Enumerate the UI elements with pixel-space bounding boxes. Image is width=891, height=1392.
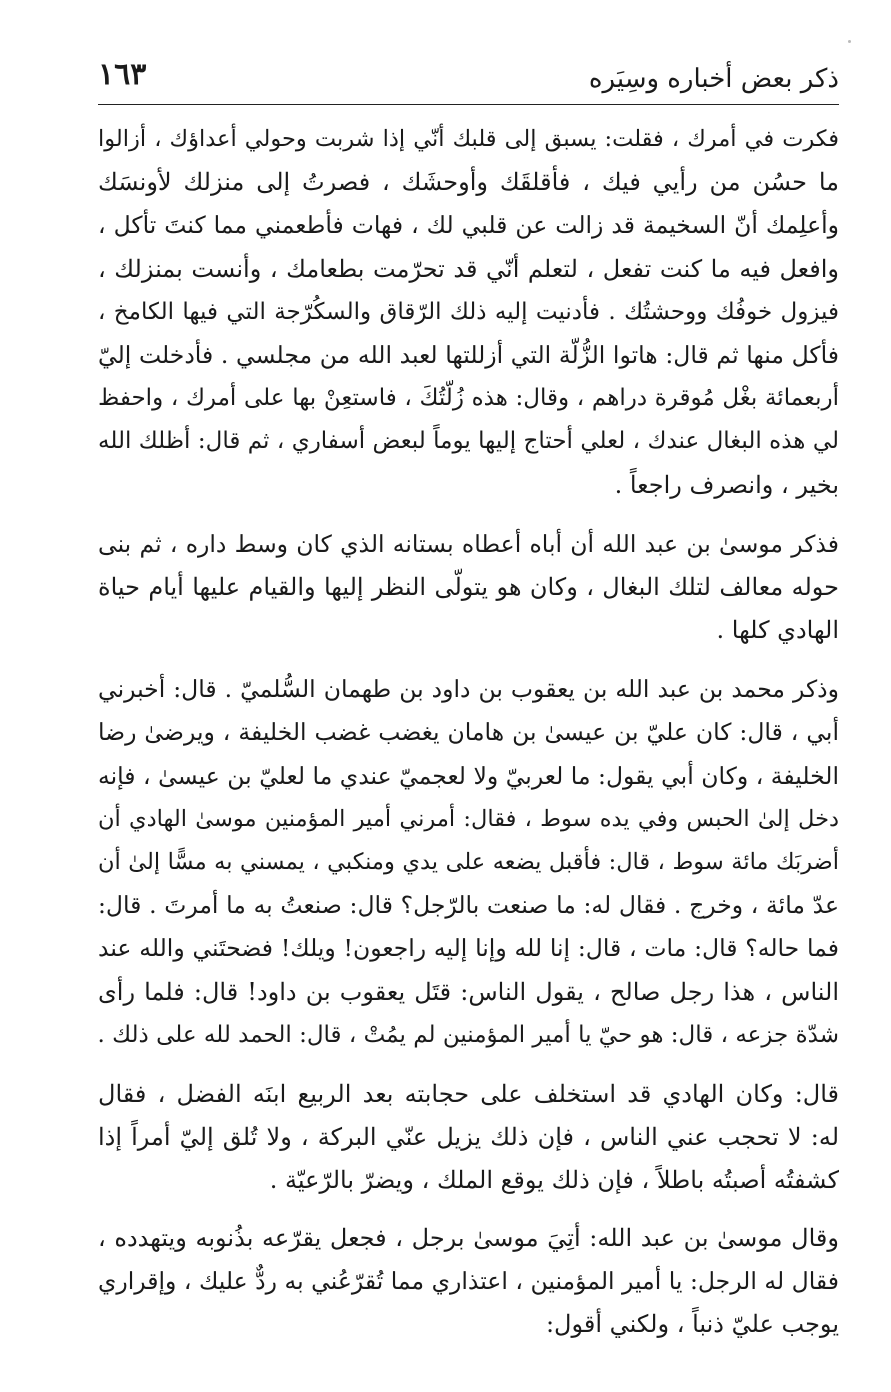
text-line: فيزول خوفُك ووحشتُك . فأدنيت إليه ذلك الرّقاق والسكُرّجة التي فيها الكامخ ، xyxy=(98,298,839,325)
text-line: لي هذه البغال عندك ، لعلي أحتاج إليها يوماً لبعض أسفاري ، ثم قال: أظلك الله xyxy=(98,428,839,455)
header-rule xyxy=(98,104,839,105)
text-line: أربعمائة بغْل مُوقرة دراهم ، وقال: هذه زُلّتُكَ ، فاستعِنْ بها على أمرك ، واحفظ xyxy=(98,385,839,412)
text-line: فكرت في أمرك ، فقلت: يسبق إلى قلبك أنّي إذا شربت وحولي أعداؤك ، أزالوا xyxy=(98,126,839,152)
paragraph-3 xyxy=(98,668,839,1057)
text-line: فقال له الرجل: يا أمير المؤمنين ، اعتذاري مما تُقرّعُني به ردٌّ عليك ، وإقراري xyxy=(98,1266,839,1295)
text-line: دخل إلىٰ الحبس وفي يده سوط ، فقال: أمرني أمير المؤمنين موسىٰ الهادي أن xyxy=(98,805,839,832)
text-line: عدّ مائة ، وخرج . فقال له: ما صنعت بالرّجل؟ قال: صنعتُ به ما أمرتَ . قال: xyxy=(98,891,839,920)
body-text xyxy=(98,118,839,1346)
paragraph-1 xyxy=(98,118,839,507)
text-line: الهادي كلها . xyxy=(716,616,839,645)
text-line: يوجب عليّ ذنباً ، ولكني أقول: xyxy=(545,1309,839,1338)
text-line: وقال موسىٰ بن عبد الله: أتِيَ موسىٰ برجل ، فجعل يقرّعه بذُنوبه ويتهدده ، xyxy=(98,1223,839,1252)
text-line: شدّة جزعه ، قال: هو حيّ يا أمير المؤمنين لم يمُتْ ، قال: الحمد لله على ذلك . xyxy=(98,1021,839,1048)
paragraph-2 xyxy=(98,523,839,653)
text-line: فذكر موسىٰ بن عبد الله أن أباه أعطاه بستانه الذي كان وسط داره ، ثم بنى xyxy=(98,529,839,558)
paragraph-4 xyxy=(98,1073,839,1203)
text-line: كشفتُه أصبتُه باطلاً ، فإن ذلك يوقع الملك ، ويضرّ بالرّعيّة . xyxy=(269,1166,839,1195)
text-line: بخير ، وانصرف راجعاً . xyxy=(614,470,839,499)
text-line: ما حسُن من رأيي فيك ، فأقلقَك وأوحشَك ، فصرتُ إلى منزلك لأونسَك xyxy=(98,168,839,197)
paragraph-5 xyxy=(98,1217,839,1347)
text-line: له: لا تحجب عني الناس ، فإن ذلك يزيل عنّي البركة ، ولا تُلق إليّ أمراً إذا xyxy=(98,1123,839,1152)
page-number: ١٦٣ xyxy=(98,57,147,92)
paper-speck xyxy=(848,40,851,43)
text-line: وذكر محمد بن عبد الله بن يعقوب بن داود بن طهمان السُّلميّ . قال: أخبرني xyxy=(98,675,839,704)
text-line: وأعلِمك أنّ السخيمة قد زالت عن قلبي لك ، فهات فأطعمني مما كنتَ تأكل ، xyxy=(98,211,839,240)
text-line: قال: وكان الهادي قد استخلف على حجابته بعد الربيع ابنَه الفضل ، فقال xyxy=(98,1079,839,1108)
text-line: حوله معالف لتلك البغال ، وكان هو يتولّى النظر إليها والقيام عليها أيام حياة xyxy=(98,572,839,601)
running-head: ذكر بعض أخباره وسِيَره xyxy=(588,64,839,94)
page-header xyxy=(98,56,839,100)
text-line: وافعل فيه ما كنت تفعل ، لتعلم أنّي قد تحرّمت بطعامك ، وأنست بمنزلك ، xyxy=(98,254,839,283)
text-line: الناس ، هذا رجل صالح ، يقول الناس: قتَل يعقوب بن داود! قال: فلما رأى xyxy=(98,977,839,1006)
text-line: الخليفة ، وكان أبي يقول: ما لعربيّ ولا لعجميّ عندي ما لعليّ بن عيسىٰ ، فإنه xyxy=(98,761,839,790)
text-line: فما حاله؟ قال: مات ، قال: إنا لله وإنا إليه راجعون! ويلك! فضحتَني والله عند xyxy=(98,934,839,963)
text-line: أبي ، قال: كان عليّ بن عيسىٰ بن هامان يغضب غضب الخليفة ، ويرضىٰ رضا xyxy=(98,718,839,747)
text-line: فأكل منها ثم قال: هاتوا الزُّلّة التي أزللتها لعبد الله من مجلسي . فأدخلت إليّ xyxy=(98,340,839,369)
text-line: أضربَك مائة سوط ، قال: فأقبل يضعه على يدي ومنكبي ، يمسني به مسًّا إلىٰ أن xyxy=(98,849,839,875)
